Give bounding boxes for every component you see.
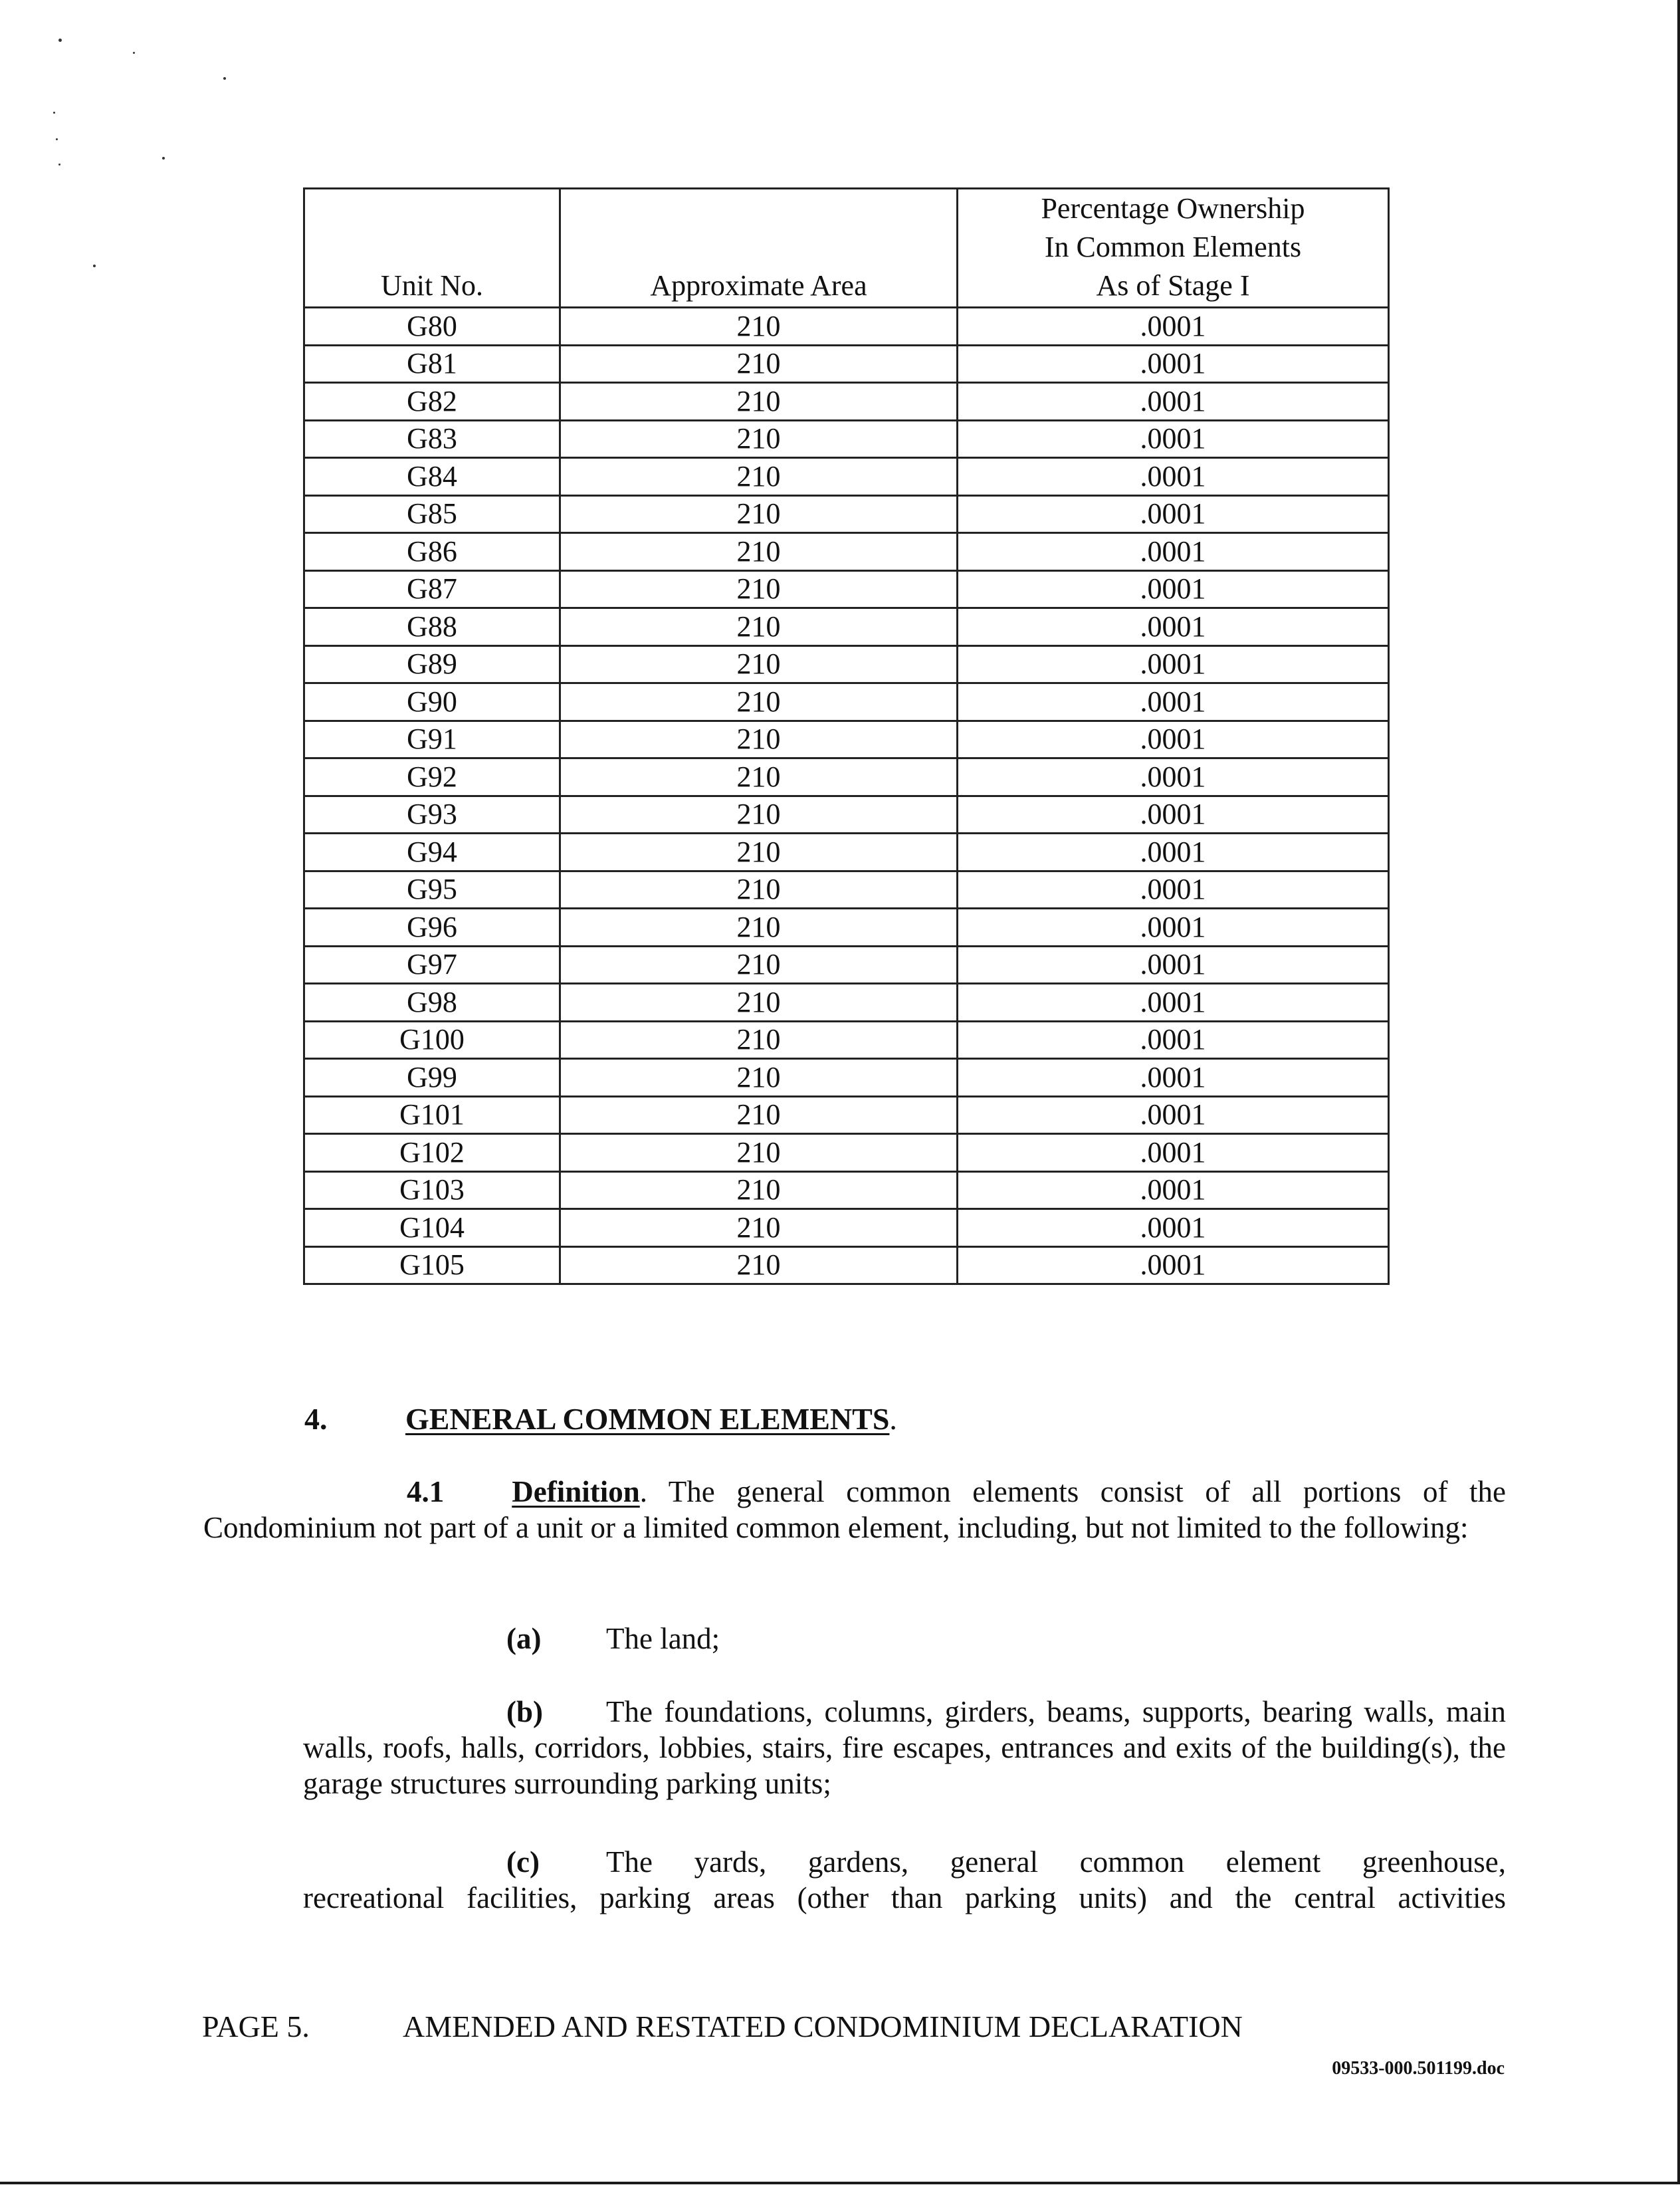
table-row (304, 308, 1389, 346)
header-unit-no: Unit No. (304, 189, 560, 308)
cell-unit-no: G101 (304, 1096, 560, 1134)
cell-unit-no: G93 (304, 796, 560, 834)
item-a (506, 1621, 1506, 1657)
cell-unit-no: G84 (304, 458, 560, 496)
cell-percentage: .0001 (958, 796, 1389, 834)
table-row (304, 834, 1389, 871)
cell-percentage: .0001 (958, 458, 1389, 496)
cell-percentage: .0001 (958, 570, 1389, 608)
cell-approximate-area: 210 (560, 383, 958, 421)
scan-speck (58, 164, 60, 166)
cell-unit-no: G104 (304, 1209, 560, 1247)
cell-unit-no: G92 (304, 758, 560, 796)
cell-unit-no: G96 (304, 909, 560, 947)
item-b-label: (b) (506, 1695, 543, 1728)
cell-approximate-area: 210 (560, 570, 958, 608)
cell-unit-no: G88 (304, 608, 560, 646)
footer-page-number: PAGE 5. (202, 2010, 310, 2043)
cell-percentage: .0001 (958, 721, 1389, 758)
cell-approximate-area: 210 (560, 946, 958, 984)
unit-ownership-table (303, 187, 1390, 1285)
cell-approximate-area: 210 (560, 345, 958, 383)
item-c-line2: recreational facilities, parking areas (other than parking units) and the central activities (303, 1881, 1506, 1914)
table-row (304, 345, 1389, 383)
table-row (304, 946, 1389, 984)
cell-percentage: .0001 (958, 1059, 1389, 1097)
table-row (304, 758, 1389, 796)
cell-percentage: .0001 (958, 946, 1389, 984)
item-c (303, 1844, 1506, 1916)
cell-percentage: .0001 (958, 1246, 1389, 1284)
cell-percentage: .0001 (958, 608, 1389, 646)
cell-unit-no: G83 (304, 420, 560, 458)
cell-percentage: .0001 (958, 909, 1389, 947)
cell-unit-no: G80 (304, 308, 560, 346)
cell-percentage: .0001 (958, 1134, 1389, 1172)
item-a-label: (a) (506, 1622, 542, 1655)
table-row (304, 495, 1389, 533)
scan-speck (223, 77, 226, 80)
table-row (304, 1246, 1389, 1284)
cell-percentage: .0001 (958, 871, 1389, 909)
cell-approximate-area: 210 (560, 645, 958, 683)
header-percentage-line3: As of Stage I (1096, 269, 1250, 302)
cell-unit-no: G98 (304, 984, 560, 1022)
header-percentage-line2: In Common Elements (1044, 231, 1302, 263)
cell-approximate-area: 210 (560, 758, 958, 796)
table-row (304, 570, 1389, 608)
table-row (304, 1096, 1389, 1134)
cell-approximate-area: 210 (560, 871, 958, 909)
cell-approximate-area: 210 (560, 984, 958, 1022)
header-percentage-ownership (958, 189, 1389, 308)
table-row (304, 420, 1389, 458)
clause-heading: Definition (512, 1475, 640, 1508)
section-title-punct: . (889, 1402, 897, 1436)
cell-approximate-area: 210 (560, 458, 958, 496)
cell-percentage: .0001 (958, 420, 1389, 458)
cell-percentage: .0001 (958, 758, 1389, 796)
cell-unit-no: G86 (304, 533, 560, 571)
table-row (304, 1209, 1389, 1247)
cell-approximate-area: 210 (560, 308, 958, 346)
item-c-line1 (303, 1844, 1506, 1880)
item-b-text: The foundations, columns, girders, beams, supports, bearing walls, main walls, roofs, halls, corridors, lobbies, stairs, fire escapes, entrances and exits of the building(s), the garage structures surrounding parking units; (303, 1695, 1506, 1800)
scan-speck (56, 138, 58, 140)
header-approximate-area: Approximate Area (560, 189, 958, 308)
item-c-text-line1: The yards, gardens, general common element greenhouse, (606, 1845, 1506, 1879)
clause-text: . The general common elements consist of all portions of the Condominium not part of a unit or a limited common element, including, but not limited to the following: (203, 1475, 1506, 1544)
cell-unit-no: G89 (304, 645, 560, 683)
cell-percentage: .0001 (958, 495, 1389, 533)
cell-unit-no: G82 (304, 383, 560, 421)
table-row (304, 909, 1389, 947)
cell-unit-no: G102 (304, 1134, 560, 1172)
cell-percentage: .0001 (958, 1096, 1389, 1134)
cell-approximate-area: 210 (560, 1059, 958, 1097)
cell-approximate-area: 210 (560, 608, 958, 646)
table-row (304, 645, 1389, 683)
cell-percentage: .0001 (958, 383, 1389, 421)
cell-unit-no: G81 (304, 345, 560, 383)
table-row (304, 683, 1389, 721)
table-row (304, 984, 1389, 1022)
cell-approximate-area: 210 (560, 796, 958, 834)
footer-document-title: AMENDED AND RESTATED CONDOMINIUM DECLARATION (403, 2010, 1243, 2043)
table-row (304, 1171, 1389, 1209)
cell-approximate-area: 210 (560, 1021, 958, 1059)
cell-percentage: .0001 (958, 1171, 1389, 1209)
cell-approximate-area: 210 (560, 1209, 958, 1247)
table-row (304, 458, 1389, 496)
cell-unit-no: G95 (304, 871, 560, 909)
cell-percentage: .0001 (958, 645, 1389, 683)
item-a-text: The land; (606, 1622, 720, 1655)
cell-approximate-area: 210 (560, 1096, 958, 1134)
cell-unit-no: G91 (304, 721, 560, 758)
cell-unit-no: G94 (304, 834, 560, 871)
scan-speck (53, 112, 55, 114)
cell-approximate-area: 210 (560, 909, 958, 947)
cell-unit-no: G87 (304, 570, 560, 608)
cell-percentage: .0001 (958, 308, 1389, 346)
section-title-text: GENERAL COMMON ELEMENTS (405, 1402, 890, 1436)
scan-speck (93, 265, 96, 267)
cell-unit-no: G90 (304, 683, 560, 721)
header-percentage-line1: Percentage Ownership (1041, 192, 1305, 225)
table-row (304, 1021, 1389, 1059)
cell-unit-no: G100 (304, 1021, 560, 1059)
table-row (304, 383, 1389, 421)
cell-approximate-area: 210 (560, 1171, 958, 1209)
table-header-row (304, 189, 1389, 308)
cell-unit-no: G105 (304, 1246, 560, 1284)
cell-percentage: .0001 (958, 345, 1389, 383)
cell-percentage: .0001 (958, 683, 1389, 721)
cell-approximate-area: 210 (560, 420, 958, 458)
cell-approximate-area: 210 (560, 1134, 958, 1172)
cell-percentage: .0001 (958, 1209, 1389, 1247)
cell-unit-no: G103 (304, 1171, 560, 1209)
table-row (304, 533, 1389, 571)
clause-4-1 (203, 1474, 1506, 1546)
cell-percentage: .0001 (958, 834, 1389, 871)
cell-approximate-area: 210 (560, 683, 958, 721)
clause-number: 4.1 (407, 1475, 445, 1508)
table-row (304, 1059, 1389, 1097)
scan-speck (162, 157, 165, 160)
footer-document-id: 09533-000.501199.doc (1332, 2058, 1505, 2079)
cell-percentage: .0001 (958, 984, 1389, 1022)
section-title (405, 1401, 897, 1437)
cell-percentage: .0001 (958, 533, 1389, 571)
table-row (304, 1134, 1389, 1172)
table-row (304, 608, 1389, 646)
item-c-label: (c) (506, 1845, 540, 1879)
cell-unit-no: G99 (304, 1059, 560, 1097)
cell-approximate-area: 210 (560, 721, 958, 758)
cell-percentage: .0001 (958, 1021, 1389, 1059)
section-number: 4. (304, 1402, 328, 1436)
table-body (304, 308, 1389, 1284)
cell-unit-no: G97 (304, 946, 560, 984)
cell-approximate-area: 210 (560, 533, 958, 571)
cell-approximate-area: 210 (560, 495, 958, 533)
table-row (304, 871, 1389, 909)
cell-unit-no: G85 (304, 495, 560, 533)
item-b (303, 1694, 1506, 1801)
cell-approximate-area: 210 (560, 1246, 958, 1284)
cell-approximate-area: 210 (560, 834, 958, 871)
scan-speck (133, 52, 135, 54)
table-row (304, 796, 1389, 834)
table-row (304, 721, 1389, 758)
scan-speck (58, 39, 62, 42)
